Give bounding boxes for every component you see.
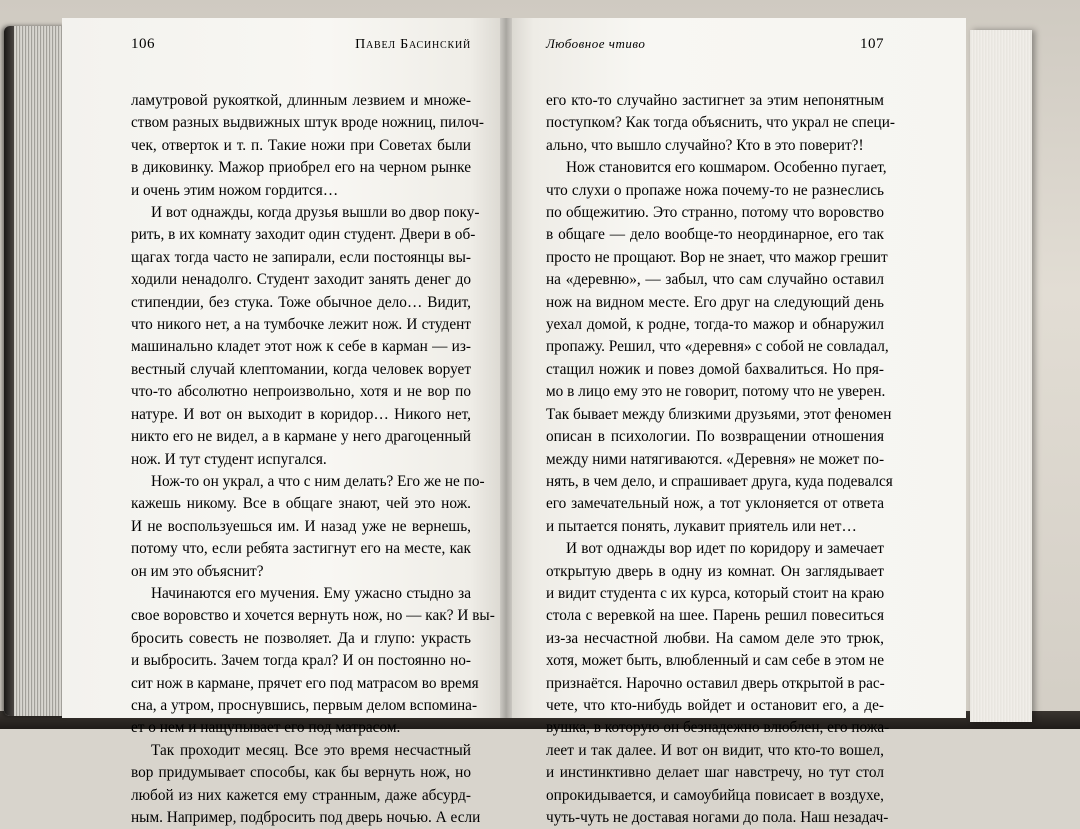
text-line: ством разных выдвижных штук вроде ножниц, пилоч- [131,114,484,132]
right-running-head: Любовное чтиво [546,36,646,51]
text-line: что-то абсолютно непроизвольно, хотя и не вор по [131,383,471,401]
text-line: вестный случай клептомании, когда человек ворует [131,360,471,378]
right-page-number: 107 [860,36,884,52]
text-line: в диковинку. Мажор приобрел его на черном рынке [131,159,471,177]
text-line: поступком? Как тогда объяснить, что украл не специ- [546,114,895,132]
text-line: описан в психологии. По возвращении отношения [546,428,884,446]
left-page-number: 106 [131,36,155,52]
text-line: мо в лицо ему это не говорит, потому что не уверен. [546,383,886,401]
text-line: чек, отверток и т. п. Такие ножи при Советах были [131,136,471,154]
text-line: стипендии, без стука. Тоже обычное дело… Видит, [131,293,471,311]
text-line: ламутровой рукояткой, длинным лезвием и множе- [131,92,471,109]
text-line: Начинаются его мучения. Ему ужасно стыдно за [151,584,471,602]
paragraph [546,157,893,538]
text-line: чете, что кто-нибудь войдет и остановит его, а де- [546,696,884,714]
text-line: Нож становится его кошмаром. Особенно пугает, [566,159,887,177]
text-line: И не воспользуешься им. И назад уже не вернешь, [131,517,471,535]
paragraph [546,90,895,157]
text-line: ально, что вышло случайно? Кто в это поверит?! [546,136,864,154]
text-line: натуре. И вот он выходит в коридор… Никого нет, [131,405,471,423]
text-line: просто не прощают. Вор не знает, что мажор грешит [546,248,888,266]
text-line: стола с веревкой на шее. Парень решил повеситься [546,607,884,625]
text-line: щагах тогда часто не запирали, если постоянцы вы- [131,248,471,266]
text-line: Нож-то он украл, а что с ним делать? Его же не по- [151,472,485,490]
text-line: потому что, если ребята застигнут его на месте, как [131,540,471,558]
text-line: никто его не видел, а в кармане у него драгоценный [131,428,471,446]
text-line: признаётся. Нарочно оставил дверь открытой в рас- [546,674,885,692]
text-line: его замечательный нож, а тот уклоняется от ответа [546,495,884,513]
paragraph [131,583,495,740]
text-line: кажешь никому. Все в общаге знают, чей это нож. [131,495,471,513]
text-line: между ними натягиваются. «Деревня» не может по- [546,450,885,468]
text-line: нять, в чем дело, и спрашивает друга, куда подевался [546,472,893,490]
text-line: рить, в их комнату заходит один студент. Двери в об- [131,226,476,244]
paragraph [546,538,890,829]
text-line: и выбросить. Зачем тогда крал? И он постоянно но- [131,652,471,670]
text-line: сна, а утром, проснувшись, первым делом вспомина- [131,696,478,714]
right-page-text [546,90,895,829]
text-line: что слухи о пропаже ножа почему-то не разнеслись [546,181,884,199]
text-line: и видит студента с их курса, который стоит на краю [546,584,885,602]
book-edge-left [4,26,68,716]
text-line: сит нож в кармане, прячет его под матрасом во время [131,674,479,692]
book-edge-right [970,30,1032,722]
right-page-header [546,36,884,53]
text-line: и инстинктивно делает шаг навстречу, но тут стол [546,764,884,782]
text-line: нож. И тут студент испугался. [131,450,327,468]
text-line: он им это объяснит? [131,562,264,580]
text-line: ет о нем и нащупывает его под матрасом. [131,719,401,737]
text-line: вушка, в которую он безнадежно влюблен, его пожа- [546,719,890,737]
paragraph [131,740,481,829]
paragraph [131,90,484,202]
left-running-head: Павел Басинский [355,37,471,52]
text-line: в общаге — дело вообще-то неординарное, его так [546,226,884,244]
text-line: свое воровство и хочется вернуть нож, но — как? И вы- [131,607,495,625]
text-line: бросить совесть не позволяет. Да и глупо: украсть [131,629,471,647]
text-line: открытую дверь в одну из комнат. Он заглядывает [546,562,884,580]
text-line: И вот однажды, когда друзья вышли во двор поку- [151,204,480,222]
paragraph [131,471,485,583]
text-line: ным. Например, подбросить под дверь ночью. А если [131,809,481,826]
text-line: его кто-то случайно застигнет за этим непонятным [546,92,884,109]
text-line: леет и так далее. И вот он видит, что кто-то вошел, [546,741,884,759]
text-line: любой из них кажется ему странным, даже абсурд- [131,786,471,804]
book-gutter [500,18,512,718]
left-page-header [131,36,471,53]
text-line: ходили ненадолго. Студент заходит занять денег до [131,271,471,289]
text-line: нож на видном месте. Его друг на следующий день [546,293,884,311]
text-line: и пытается понять, лукавит приятель или нет… [546,517,857,535]
paragraph [131,202,480,471]
text-line: из-за несчастной любви. На самом деле это трюк, [546,629,884,647]
text-line: чуть-чуть не доставая ногами до пола. Наш незадач- [546,809,889,826]
text-line: что никого нет, а на тумбочке лежит нож. И студент [131,316,471,334]
text-line: Так проходит месяц. Все это время несчастный [151,741,471,759]
text-line: стащил ножик и повез домой бахвалиться. Но пря- [546,360,884,378]
text-line: по общежитию. Это странно, потому что воровство [546,204,884,222]
text-line: и очень этим ножом гордится… [131,181,339,199]
text-line: Так бывает между близкими друзьями, этот феномен [546,405,892,423]
text-line: хотя, может быть, влюбленный и сам себе в этом не [546,652,884,670]
left-page-text [131,90,495,829]
text-line: уехал домой, к родне, тогда-то мажор и обнаружил [546,316,884,334]
text-line: на «деревню», — забыл, что сам случайно оставил [546,271,884,289]
text-line: вор придумывает способы, как бы вернуть нож, но [131,764,471,782]
text-line: машинально кладет этот нож к себе в карман — из- [131,338,471,356]
text-line: пропажу. Решил, что «деревня» с собой не совладал, [546,338,889,356]
text-line: опрокидывается, и самоубийца повисает в воздухе, [546,786,884,804]
text-line: И вот однажды вор идет по коридору и замечает [566,540,884,558]
